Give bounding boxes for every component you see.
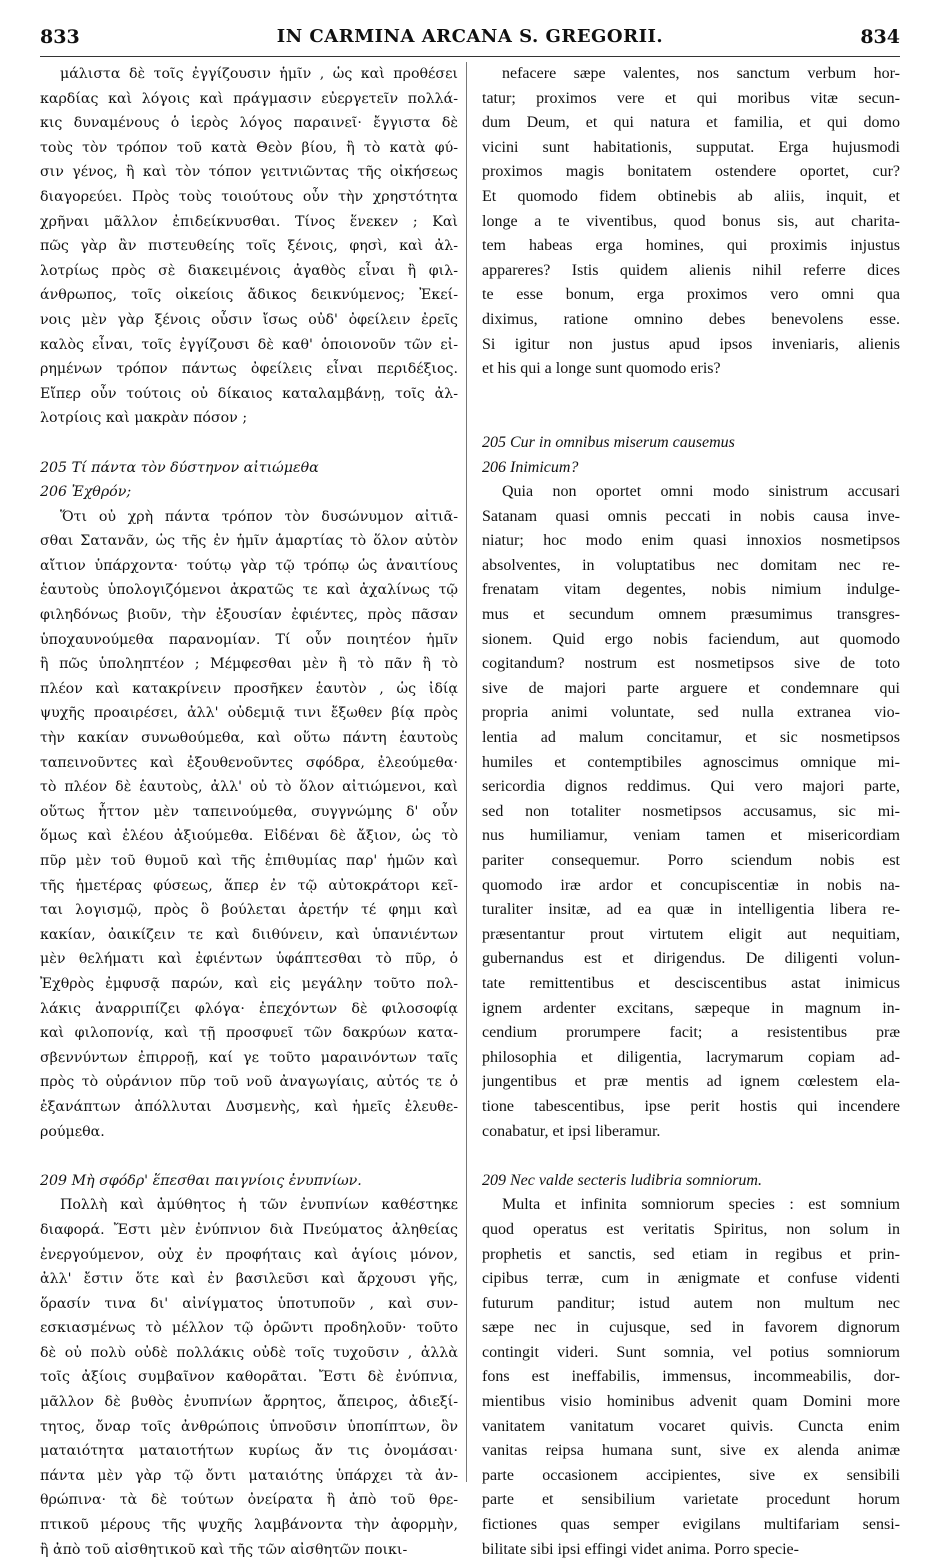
text-line: ματαιότητα ματαιοτήτων κυρίως ἄν τις ὀνομάσαι· xyxy=(40,1443,458,1460)
column-divider xyxy=(466,62,467,1482)
latin-heading-206: 206 Inimicum? xyxy=(482,458,579,476)
text-line: futurum panditur; istud autem non multum nec xyxy=(482,1294,900,1312)
text-line: Quia non oportet omni modo sinistrum accusari xyxy=(502,483,900,501)
text-line: πῶς γὰρ ἂν πιστευθείης τοῖς ξένοις, φησὶ, καὶ ἀλ- xyxy=(40,238,458,255)
text-line: parte occasionem accipientes, sive ex sensibili xyxy=(482,1466,900,1484)
text-line: contingit videri. Sunt somnia, vel potius somniorum xyxy=(482,1343,900,1361)
text-line: σιν γένος, ἢ καὶ τὸν τόπον γειτνιῶντας τῆς οἰκήσεως xyxy=(40,164,458,181)
text-line: sericordia dignos reddimus. Qui vero majori parte, xyxy=(482,778,900,796)
spacer xyxy=(482,1144,900,1169)
text-line: prophetis et sanctis, sed etiam in regibus et prin- xyxy=(482,1245,900,1263)
text-line: diximus, ratione omnino debes benevolens esse. xyxy=(482,310,900,328)
text-line: jungentibus et præ mentis ad ignem cœlestem ela- xyxy=(482,1073,900,1091)
text-line: διαγορεύει. Πρὸς τοὺς τοιούτους οὖν τὴν χρηστότητα xyxy=(40,188,458,205)
text-line: vanitatem vanitatum vocaret quivis. Cuncta enim xyxy=(482,1417,900,1435)
text-line: te esse bonum, erga proximos vero omni qua xyxy=(482,286,900,304)
text-line: fictiones quas semper evigilans multifariam sensi- xyxy=(482,1516,900,1534)
greek-paragraph-1 xyxy=(40,62,458,431)
text-line: μᾶλλον δὲ βυθὸς ἐνυπνίων ἄρρητος, ἄπειρος, ἀδιεξί- xyxy=(40,1394,458,1411)
text-line: νοις μὲν γὰρ ξένοις οὖσιν ἴσως οὐδ' ὀφείλειν ἐρεῖς xyxy=(40,311,458,328)
text-line: πρὸς τὸ οὐράνιον πῦρ τοῦ νοῦ ἀναγωγίαις, αὐτός τε ὁ xyxy=(40,1074,458,1091)
text-line: πλέον καὶ κατακρίνειν προσῆκεν ἑαυτὸν , ὡς ἰδίᾳ xyxy=(40,680,458,697)
header-rule xyxy=(40,56,900,57)
latin-column xyxy=(482,62,900,1562)
text-line: μάλιστα δὲ τοῖς ἐγγίζουσιν ἡμῖν , ὡς καὶ προθέσει xyxy=(60,66,458,82)
text-line: præsentantur prout virtutem eligit aut nequitiam, xyxy=(482,925,900,943)
text-line: λοτρίοις καὶ μακρὰν πόσον ; xyxy=(40,410,248,427)
text-line: τῆς ἡμετέρας φύσεως, ἅπερ ἐν τῷ αὐτοκράτορι κεῖ- xyxy=(40,877,458,894)
greek-paragraph-2 xyxy=(40,505,458,1144)
page-header xyxy=(40,26,900,56)
latin-heading-205: 205 Cur in omnibus miserum causemus xyxy=(482,433,735,451)
text-line: κακίαν, ὀαικίζειν τε καὶ διιθύνειν, καὶ ὑπανιέντων xyxy=(40,926,458,943)
text-line: Εἴπερ οὖν τούτοις οὐ δίκαιος καταλαμβάνῃ, τοῖς ἀλ- xyxy=(40,385,458,402)
text-line: καρδίας καὶ λόγοις καὶ πράγμασιν εὐεργετεῖν πολλά- xyxy=(40,90,458,107)
greek-paragraph-3 xyxy=(40,1193,458,1562)
text-line: fons est ineffabilis, immensus, incommeabilis, dor- xyxy=(482,1368,900,1386)
text-line: τοὺς τὸν τρόπον τοῦ κατὰ Θεὸν βίου, ἢ τὸ κατὰ φύ- xyxy=(40,139,458,156)
text-line: σθαι Σατανᾶν, ὡς τῆς ἐν ἡμῖν ἁμαρτίας τὸ ὅλον αὐτὸν xyxy=(40,533,458,550)
text-line: ignem ardenter excitans, sæpeque in magnum in- xyxy=(482,999,900,1017)
text-line: cogitandum? nostrum est nosmetipsos sive de toto xyxy=(482,655,900,673)
text-line: quomodo iræ ardor et concupiscentiæ in nobis na- xyxy=(482,876,900,894)
text-line: vanitas reipsa humana sunt, sive ex alenda animæ xyxy=(482,1442,900,1460)
text-line: πάντα μὲν γὰρ τῷ ὄντι ματαιότης ὑπάρχει τὰ ἀν- xyxy=(40,1467,458,1484)
text-line: tione tabescentibus, ipse perit hostis qui incendere xyxy=(482,1097,900,1115)
latin-paragraph-1 xyxy=(482,62,900,382)
text-line: μὲν θελήματι καὶ ἐφιέντων ὑφάπτεσθαι τὸ πῦρ, ὁ xyxy=(40,951,458,968)
running-title: IN CARMINA ARCANA S. GREGORII. xyxy=(276,26,664,47)
text-line: longe a te viventibus, quod bonus sis, aut charita- xyxy=(482,212,900,230)
text-line: cendium prorumpere facit; a resistentibus præ xyxy=(482,1024,900,1042)
spacer xyxy=(40,1144,458,1169)
text-line: Ὅτι οὐ χρὴ πάντα τρόπον τὸν δυσώνυμον αἰτιᾶ- xyxy=(60,508,458,525)
text-line: Multa et infinita somniorum species : est somnium xyxy=(502,1196,900,1214)
spacer xyxy=(482,382,900,407)
text-line: αἴτιον ὑπάρχοντα· τούτῳ γὰρ τῷ τρόπῳ ὡς ἀναιτίους xyxy=(40,557,458,574)
text-line: ὅρασίν τινα δι' αἰνίγματος ὑποτυποῦν , καὶ συν- xyxy=(40,1295,458,1312)
text-line: parte et sensibilium varietate procedunt horum xyxy=(482,1491,900,1509)
text-line: gubernandus est et dirigendus. De diligenti volun- xyxy=(482,950,900,968)
text-line: conabatur, et ipsi liberamur. xyxy=(482,1122,661,1140)
text-line: ἐξανάπτων ἀπόλλυται Δυσμενὴς, καὶ ἡμεῖς ἐλευθε- xyxy=(40,1098,458,1115)
text-line: sive de majori parte arguere et condemnare qui xyxy=(482,679,900,697)
text-line: bilitate sibi ipsi effingi videt anima. Porro specie- xyxy=(482,1540,799,1558)
text-line: dum Deum, et qui natura et familia, et qui domo xyxy=(482,114,900,132)
text-line: tatur; proximos vere et qui moribus vitæ secun- xyxy=(482,89,900,107)
spacer xyxy=(482,406,900,431)
greek-heading-209: 209 Μὴ σφόδρ' ἕπεσθαι παιγνίοις ἐνυπνίων. xyxy=(40,1172,362,1189)
text-line: cipibus terræ, cum in ænigmate et confuse videnti xyxy=(482,1270,900,1288)
text-line: θρώπινα· τὰ δὲ τούτων ὀνείρατα ἢ ἀπὸ τοῦ θρε- xyxy=(40,1492,458,1509)
text-line: sionem. Quid ergo nobis faciendum, aut quomodo xyxy=(482,630,900,648)
text-line: sed non totaliter nosmetipsos accusamus, sic mi- xyxy=(482,802,900,820)
text-line: ἀλλ' ἔστιν ὅτε καὶ ἐν βασιλεῦσι καὶ ἄρχουσι γῆς, xyxy=(40,1271,458,1288)
greek-heading-205: 205 Τί πάντα τὸν δύστηνον αἰτιώμεθα xyxy=(40,459,319,476)
greek-heading-206: 206 Ἐχθρόν; xyxy=(40,484,132,501)
text-line: mus et secundum omnem præsumimus transgres- xyxy=(482,606,900,624)
text-line: ἑαυτοὺς ὑπολογιζόμενοι ἀκρατῶς τε καὶ ἀχαλίνως τῷ xyxy=(40,582,458,599)
text-line: nus humiliamur, veniam tamen et misericordiam xyxy=(482,827,900,845)
text-line: καλὸς εἶναι, τοῖς ἐγγίζουσι δὲ καθ' ὁποιονοῦν τῶν εἰ- xyxy=(40,336,458,353)
text-line: quod operatus est veritatis Spiritus, non solum in xyxy=(482,1220,900,1238)
text-line: Et quomodo fidem obtinebis ab aliis, inquit, et xyxy=(482,187,900,205)
text-line: tate remittentibus et desciscentibus astat inimicus xyxy=(482,974,900,992)
text-line: mientibus visio hominibus advenit quam Domini more xyxy=(482,1393,900,1411)
text-line: καὶ φιλοπονίᾳ, καὶ τῇ προσφυεῖ τῶν δακρύων κατα- xyxy=(40,1025,458,1042)
text-line: proximos magis bonitatem ostendere oportet, cur? xyxy=(482,163,900,181)
text-line: τὸ πλέον δὲ ἑαυτοὺς, ἀλλ' οὐ τὸ ὅλον αἰτιώμενοι, καὶ xyxy=(40,779,458,796)
text-line: niatur; hoc modo enim quasi innoxios nosmetipsos xyxy=(482,532,900,550)
text-line: τοῖς ἀξίοις συμβαῖνον καθορᾶται. Ἔστι δὲ ἐνύπνια, xyxy=(40,1369,458,1386)
text-line: ρούμεθα. xyxy=(40,1123,105,1140)
text-line: ἢ ἀπὸ τοῦ αἰσθητικοῦ καὶ τῆς τῶν αἰσθητῶν ποικι- xyxy=(40,1541,408,1558)
page-number-right: 834 xyxy=(860,26,900,48)
text-line: Si igitur non justus apud ipsos inveniaris, alienis xyxy=(482,335,900,353)
text-line: absolventes, in voluptatibus nec domitam nec re- xyxy=(482,556,900,574)
text-line: lentia ad malum concitamur, et sic nosmetipsos xyxy=(482,729,900,747)
text-line: άνθρωπος, τοῖς οἰκείοις ἄδικος δεικνύμενος; Ἐκεί- xyxy=(40,287,458,304)
text-line: ἢ πῶς ὑποληπτέον ; Μέμφεσθαι μὲν ἢ τὸ πᾶν ἢ τὸ xyxy=(40,656,458,673)
latin-heading-209: 209 Nec valde secteris ludibria somniorum. xyxy=(482,1171,762,1189)
text-line: vicini sunt habitationis, supputat. Erga hujusmodi xyxy=(482,138,900,156)
text-line: ρημένων τρόπον πάντως ὀφείλεις εἶναι περιδέξιος. xyxy=(40,361,458,378)
text-line: εσκιασμένως τὸ μέλλον τῷ ὁρῶντι προδηλοῦν· τοῦτο xyxy=(40,1320,458,1337)
text-line: λοτρίως πρὸς σὲ διακειμένοις ἀγαθὸς εἶναι ἢ φιλ- xyxy=(40,262,458,279)
text-line: philosophia et diligentia, lacrymarum copiam ad- xyxy=(482,1048,900,1066)
text-line: ὑποχαυνούμεθα παρανομίαν. Τί οὖν ποιητέον ἡμῖν xyxy=(40,631,458,648)
text-line: σβεννύντων ἐπιρροῇ, καί γε τοῦτο μαραινόντων ταῖς xyxy=(40,1049,458,1066)
text-line: φιληδόνως βιοῦν, τὴν ἐξουσίαν ἐφιέντες, πρὸς πᾶσαν xyxy=(40,607,458,624)
text-line: ται λογισμῷ, πρὸς ὃ βούλεται ἀρετήν τέ φημι καὶ xyxy=(40,902,458,919)
text-line: appareres? Istis quidem alienis nihil referre dices xyxy=(482,261,900,279)
text-line: propria animi voluntate, sed nulla extranea vio- xyxy=(482,704,900,722)
text-line: Πολλὴ καὶ ἀμύθητος ἡ τῶν ἐνυπνίων καθέστηκε xyxy=(60,1197,458,1214)
text-line: pariter consequemur. Porro sciendum nobis est xyxy=(482,852,900,869)
text-line: tem habeas erga homines, qui proximis injustus xyxy=(482,237,900,255)
text-line: Satanam quasi omnis peccati in nobis causa inve- xyxy=(482,507,900,525)
text-line: nefacere sæpe valentes, nos sanctum verbum hor- xyxy=(502,65,900,82)
text-line: χρῆναι μᾶλλον ἐπιδείκνυσθαι. Τίνος ἕνεκεν ; Καὶ xyxy=(40,213,458,230)
greek-column xyxy=(40,62,458,1562)
text-line: τὴν κακίαν συνωθούμεθα, καὶ οὕτω πάντη ἑαυτοὺς xyxy=(40,730,458,747)
text-line: ὅμως καὶ ἐλέου ἀξιούμεθα. Εἰδέναι δὲ ἄξιον, ὡς τὸ xyxy=(40,828,458,845)
text-line: δὲ οὐ πολὺ οὐδὲ πολλάκις οὐδὲ τοῖς τυχοῦσιν , ἀλλὰ xyxy=(40,1344,458,1361)
text-line: διαφορά. Ἔστι μὲν ἐνύπνιον διὰ Πνεύματος ἀληθείας xyxy=(40,1221,458,1238)
latin-paragraph-2 xyxy=(482,480,900,1144)
text-line: πτικοῦ μέρους τῆς ψυχῆς λαμβάνοντα τὴν ἀφορμὴν, xyxy=(40,1517,458,1534)
text-line: frenatam vitam degentes, nobis nimium indulge- xyxy=(482,581,900,599)
text-line: Ἐχθρὸς ἐμφυσᾷ παρών, καὶ εἰς μεγάλην τοῦτο πολ- xyxy=(40,975,458,992)
text-line: et his qui a longe sunt quomodo eris? xyxy=(482,360,721,378)
page-number-left: 833 xyxy=(40,26,80,48)
text-line: sæpe nec in cujusque, sed in favorem dignorum xyxy=(482,1319,900,1337)
text-line: ταπεινοῦντες καὶ ἐξουθενοῦντες σφόδρα, ἐλεούμεθα· xyxy=(40,754,458,771)
text-line: πῦρ μὲν τοῦ θυμοῦ καὶ τῆς ἐπιθυμίας παρ' ἡμῶν καὶ xyxy=(40,853,458,869)
text-line: ἐνεργούμενον, οὐχ ἐν προφήταις καὶ ἁγίοις μόνον, xyxy=(40,1246,458,1263)
text-line: ψυχῆς προαιρέσει, ἀλλ' οὐδεμιᾷ τινι ἔξωθεν βίᾳ πρὸς xyxy=(40,705,458,722)
text-line: humiles et contemptibiles agnoscimus omnique mi- xyxy=(482,753,900,771)
text-line: οὕτως ἧττον μὲν ταπεινούμεθα, συγγνώμης δ' οὖν xyxy=(40,803,458,820)
latin-paragraph-3 xyxy=(482,1193,900,1562)
text-line: λάκις ἀναρριπίζει φλόγα· ἐπεχόντων δὲ φιλοσοφίᾳ xyxy=(40,1000,458,1017)
text-line: κις δυναμένους ὁ ἱερὸς λόγος παραινεῖ· ἔγγιστα δὲ xyxy=(40,115,458,132)
text-line: τητος, ὄναρ τοῖς ἀνθρώποις ὑπνοῦσιν ὑποπίπτων, ὃν xyxy=(40,1418,458,1435)
text-line: turaliter insitæ, ad ea quæ in intelligentia libera re- xyxy=(482,901,900,919)
spacer xyxy=(40,431,458,456)
